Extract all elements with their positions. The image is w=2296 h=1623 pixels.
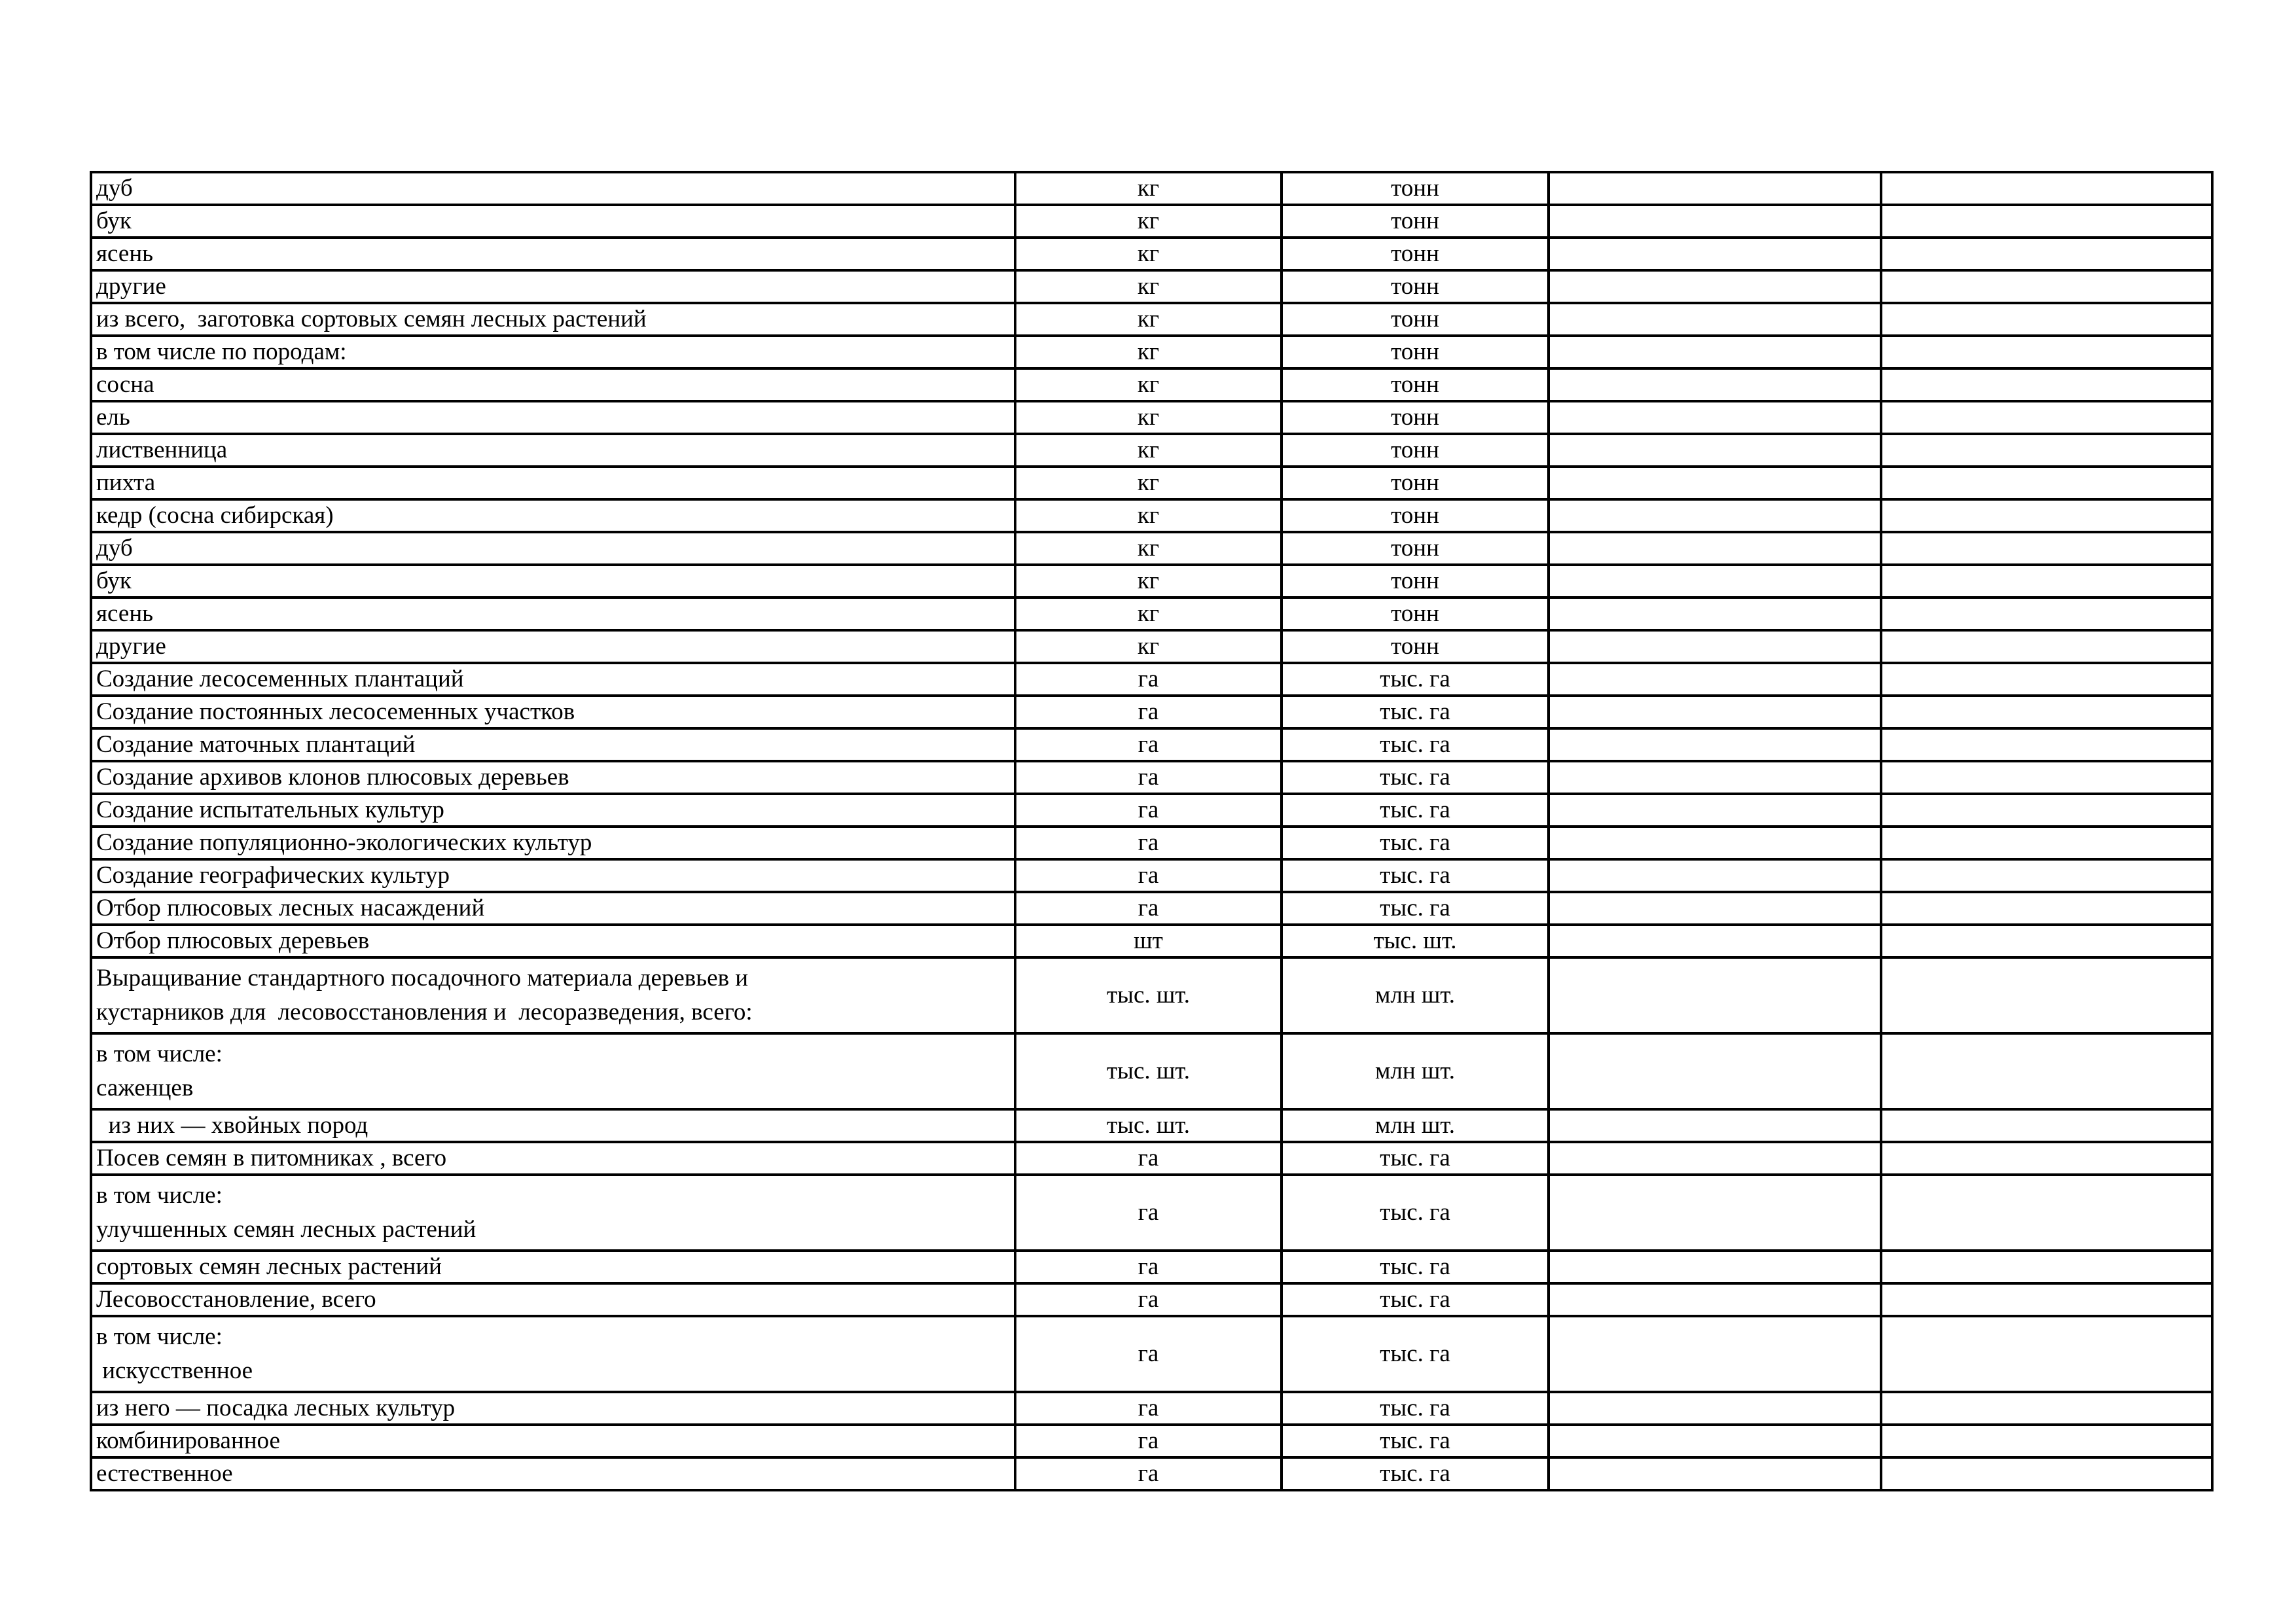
unit-cell: га [1015,1392,1282,1425]
unit-scaled-cell: тыс. га [1282,1316,1549,1392]
indicator-name-cell [91,859,1015,892]
indicator-name-line: искусственное [96,1357,253,1384]
table-row [91,205,2212,238]
empty-value-cell [1549,1251,1881,1283]
table-row [91,892,2212,925]
indicator-name-line: Создание архивов клонов плюсовых деревьев [96,764,569,791]
unit-scaled-cell: тыс. га [1282,1392,1549,1425]
indicator-name-line: Создание лесосеменных плантаций [96,666,464,692]
unit-scaled-cell: тонн [1282,303,1549,336]
empty-value-cell [1549,565,1881,597]
indicator-name-line: естественное [96,1460,233,1487]
unit-scaled-cell: тыс. га [1282,1425,1549,1457]
empty-value-cell [1549,270,1881,303]
indicator-name-cell [91,1109,1015,1142]
indicator-name-line: Отбор плюсовых деревьев [96,927,370,954]
indicator-name-cell [91,1283,1015,1316]
unit-scaled-cell: тонн [1282,532,1549,565]
empty-value-cell [1881,1033,2212,1109]
indicator-name-cell [91,238,1015,270]
table-row [91,925,2212,957]
indicator-name-line: ель [96,404,130,431]
empty-value-cell [1549,467,1881,499]
table-row [91,467,2212,499]
empty-value-cell [1881,1109,2212,1142]
unit-scaled-cell: тыс. га [1282,761,1549,794]
empty-value-cell [1881,827,2212,859]
indicator-name-cell [91,532,1015,565]
indicator-name-line: лиственница [96,437,228,463]
empty-value-cell [1881,630,2212,663]
unit-cell: кг [1015,532,1282,565]
empty-value-cell [1881,1457,2212,1490]
unit-cell: кг [1015,172,1282,205]
empty-value-cell [1881,499,2212,532]
indicator-name-line: Создание маточных плантаций [96,731,416,758]
indicator-name-cell [91,892,1015,925]
empty-value-cell [1549,1425,1881,1457]
empty-value-cell [1549,238,1881,270]
empty-value-cell [1549,1283,1881,1316]
indicator-name-cell [91,630,1015,663]
empty-value-cell [1881,859,2212,892]
unit-scaled-cell: тыс. га [1282,1251,1549,1283]
unit-scaled-cell: тыс. га [1282,827,1549,859]
indicator-name-cell [91,565,1015,597]
empty-value-cell [1549,368,1881,401]
indicator-name-line: Создание постоянных лесосеменных участков [96,698,575,725]
unit-scaled-cell: тонн [1282,565,1549,597]
unit-scaled-cell: млн шт. [1282,1109,1549,1142]
indicator-name-line: сосна [96,371,154,398]
unit-cell: га [1015,696,1282,728]
unit-cell: га [1015,1316,1282,1392]
indicator-name-line: Создание географических культур [96,862,450,889]
indicator-name-line: из всего, заготовка сортовых семян лесных растений [96,306,647,332]
table-row [91,1109,2212,1142]
unit-cell: кг [1015,336,1282,368]
indicator-name-line: другие [96,633,166,660]
unit-cell: тыс. шт. [1015,957,1282,1033]
table-row [91,1251,2212,1283]
unit-cell: га [1015,1283,1282,1316]
indicator-name-line: Создание испытательных культур [96,796,444,823]
empty-value-cell [1881,1283,2212,1316]
indicator-name-line: дуб [96,175,133,202]
unit-cell: тыс. шт. [1015,1033,1282,1109]
indicator-name-cell [91,696,1015,728]
empty-value-cell [1549,172,1881,205]
indicator-name-cell [91,761,1015,794]
indicator-name-line: Отбор плюсовых лесных насаждений [96,895,485,921]
empty-value-cell [1549,925,1881,957]
table-row [91,957,2212,1033]
unit-scaled-cell: тыс. га [1282,1283,1549,1316]
indicator-name-line: бук [96,567,132,594]
unit-scaled-cell: тыс. га [1282,794,1549,827]
report-table-body [91,172,2212,1490]
empty-value-cell [1549,728,1881,761]
empty-value-cell [1549,630,1881,663]
indicator-name-line: дуб [96,535,133,562]
unit-scaled-cell: тонн [1282,434,1549,467]
empty-value-cell [1549,434,1881,467]
indicator-name-cell [91,1251,1015,1283]
indicator-name-cell [91,827,1015,859]
unit-cell: га [1015,761,1282,794]
indicator-name-cell [91,1142,1015,1175]
indicator-name-cell [91,597,1015,630]
indicator-name-line: в том числе по породам: [96,338,347,365]
table-row [91,565,2212,597]
empty-value-cell [1549,1142,1881,1175]
unit-cell: тыс. шт. [1015,1109,1282,1142]
unit-cell: кг [1015,238,1282,270]
empty-value-cell [1549,892,1881,925]
empty-value-cell [1881,1392,2212,1425]
empty-value-cell [1881,957,2212,1033]
unit-cell: га [1015,1142,1282,1175]
table-row [91,303,2212,336]
unit-cell: кг [1015,270,1282,303]
table-row [91,368,2212,401]
empty-value-cell [1881,303,2212,336]
indicator-name-cell [91,1175,1015,1251]
empty-value-cell [1549,1175,1881,1251]
empty-value-cell [1549,794,1881,827]
unit-cell: кг [1015,467,1282,499]
unit-cell: кг [1015,630,1282,663]
indicator-name-line: саженцев [96,1075,194,1101]
indicator-name-cell [91,728,1015,761]
empty-value-cell [1549,1033,1881,1109]
empty-value-cell [1881,1175,2212,1251]
empty-value-cell [1881,696,2212,728]
indicator-name-cell [91,172,1015,205]
table-row [91,728,2212,761]
indicator-name-cell [91,205,1015,238]
unit-scaled-cell: тонн [1282,630,1549,663]
table-row [91,1316,2212,1392]
indicator-name-cell [91,467,1015,499]
table-row [91,1425,2212,1457]
empty-value-cell [1549,957,1881,1033]
unit-cell: кг [1015,434,1282,467]
empty-value-cell [1881,925,2212,957]
table-row [91,499,2212,532]
indicator-name-line: пихта [96,469,156,496]
unit-cell: га [1015,1425,1282,1457]
table-row [91,696,2212,728]
table-row [91,434,2212,467]
unit-cell: га [1015,859,1282,892]
table-row [91,859,2212,892]
indicator-name-line: Лесовосстановление, всего [96,1286,376,1313]
indicator-name-line: Создание популяционно-экологических культур [96,829,592,856]
indicator-name-cell [91,1033,1015,1109]
unit-cell: кг [1015,303,1282,336]
table-row [91,1457,2212,1490]
unit-cell: га [1015,663,1282,696]
table-row [91,1392,2212,1425]
indicator-name-line: в том числе: [96,1182,223,1209]
unit-scaled-cell: тыс. шт. [1282,925,1549,957]
empty-value-cell [1881,892,2212,925]
table-row [91,401,2212,434]
indicator-name-line: улучшенных семян лесных растений [96,1216,476,1243]
table-row [91,1033,2212,1109]
table-row [91,270,2212,303]
unit-cell: кг [1015,368,1282,401]
indicator-name-cell [91,270,1015,303]
table-row [91,630,2212,663]
empty-value-cell [1549,663,1881,696]
empty-value-cell [1549,401,1881,434]
empty-value-cell [1881,270,2212,303]
indicator-name-cell [91,925,1015,957]
empty-value-cell [1549,1316,1881,1392]
empty-value-cell [1549,827,1881,859]
empty-value-cell [1549,205,1881,238]
empty-value-cell [1549,303,1881,336]
unit-cell: га [1015,728,1282,761]
unit-scaled-cell: тонн [1282,499,1549,532]
empty-value-cell [1549,1109,1881,1142]
table-row [91,827,2212,859]
table-row [91,1142,2212,1175]
indicator-name-cell [91,434,1015,467]
indicator-name-cell [91,1392,1015,1425]
indicator-name-line: ясень [96,240,153,267]
unit-scaled-cell: тыс. га [1282,1175,1549,1251]
unit-cell: кг [1015,597,1282,630]
empty-value-cell [1881,434,2212,467]
indicator-name-cell [91,303,1015,336]
empty-value-cell [1881,238,2212,270]
unit-scaled-cell: тыс. га [1282,663,1549,696]
table-row [91,761,2212,794]
table-row [91,597,2212,630]
indicator-name-cell [91,336,1015,368]
indicator-name-cell [91,1457,1015,1490]
indicator-name-line: кедр (сосна сибирская) [96,502,334,529]
table-row [91,336,2212,368]
empty-value-cell [1881,565,2212,597]
unit-scaled-cell: тыс. га [1282,728,1549,761]
indicator-name-line: из них — хвойных пород [96,1112,368,1139]
empty-value-cell [1881,532,2212,565]
empty-value-cell [1549,761,1881,794]
unit-scaled-cell: тонн [1282,401,1549,434]
indicator-name-line: другие [96,273,166,300]
empty-value-cell [1881,205,2212,238]
empty-value-cell [1881,1251,2212,1283]
empty-value-cell [1549,859,1881,892]
empty-value-cell [1549,499,1881,532]
empty-value-cell [1881,794,2212,827]
unit-scaled-cell: тонн [1282,205,1549,238]
unit-cell: га [1015,1251,1282,1283]
unit-scaled-cell: тыс. га [1282,696,1549,728]
empty-value-cell [1549,1392,1881,1425]
unit-cell: га [1015,1175,1282,1251]
unit-scaled-cell: тыс. га [1282,1142,1549,1175]
unit-scaled-cell: тонн [1282,238,1549,270]
unit-cell: га [1015,892,1282,925]
unit-cell: кг [1015,205,1282,238]
empty-value-cell [1881,1142,2212,1175]
unit-scaled-cell: тонн [1282,368,1549,401]
table-row [91,238,2212,270]
unit-scaled-cell: тыс. га [1282,1457,1549,1490]
empty-value-cell [1549,1457,1881,1490]
empty-value-cell [1549,696,1881,728]
indicator-name-line: бук [96,207,132,234]
table-row [91,1283,2212,1316]
empty-value-cell [1881,368,2212,401]
indicator-name-line: в том числе: [96,1041,223,1067]
empty-value-cell [1881,663,2212,696]
indicator-name-cell [91,1316,1015,1392]
empty-value-cell [1881,1425,2212,1457]
unit-cell: кг [1015,499,1282,532]
indicator-name-cell [91,499,1015,532]
empty-value-cell [1549,532,1881,565]
table-row [91,794,2212,827]
empty-value-cell [1881,597,2212,630]
indicator-name-line: ясень [96,600,153,627]
unit-scaled-cell: тонн [1282,597,1549,630]
unit-cell: га [1015,794,1282,827]
empty-value-cell [1881,728,2212,761]
table-row [91,1175,2212,1251]
empty-value-cell [1881,172,2212,205]
indicator-name-line: комбинированное [96,1427,280,1454]
unit-scaled-cell: тонн [1282,270,1549,303]
empty-value-cell [1881,401,2212,434]
empty-value-cell [1881,761,2212,794]
indicator-name-cell [91,1425,1015,1457]
table-row [91,663,2212,696]
unit-scaled-cell: тонн [1282,467,1549,499]
indicator-name-line: Посев семян в питомниках , всего [96,1145,447,1171]
indicator-name-line: Выращивание стандартного посадочного материала деревьев и [96,965,749,991]
empty-value-cell [1881,336,2212,368]
unit-cell: га [1015,827,1282,859]
empty-value-cell [1549,336,1881,368]
indicator-name-cell [91,663,1015,696]
table-row [91,532,2212,565]
indicator-name-cell [91,401,1015,434]
unit-cell: кг [1015,401,1282,434]
empty-value-cell [1549,597,1881,630]
indicator-name-line: из него — посадка лесных культур [96,1395,456,1421]
indicator-name-cell [91,368,1015,401]
indicator-name-line: в том числе: [96,1323,223,1350]
unit-scaled-cell: млн шт. [1282,957,1549,1033]
unit-cell: га [1015,1457,1282,1490]
indicator-name-cell [91,794,1015,827]
table-row [91,172,2212,205]
unit-scaled-cell: тыс. га [1282,892,1549,925]
indicator-name-cell [91,957,1015,1033]
empty-value-cell [1881,1316,2212,1392]
report-table [90,171,2214,1491]
indicator-name-line: сортовых семян лесных растений [96,1253,442,1280]
empty-value-cell [1881,467,2212,499]
unit-cell: шт [1015,925,1282,957]
unit-scaled-cell: тонн [1282,336,1549,368]
indicator-name-line: кустарников для лесовосстановления и лесоразведения, всего: [96,999,753,1026]
unit-scaled-cell: тонн [1282,172,1549,205]
unit-cell: кг [1015,565,1282,597]
unit-scaled-cell: тыс. га [1282,859,1549,892]
unit-scaled-cell: млн шт. [1282,1033,1549,1109]
